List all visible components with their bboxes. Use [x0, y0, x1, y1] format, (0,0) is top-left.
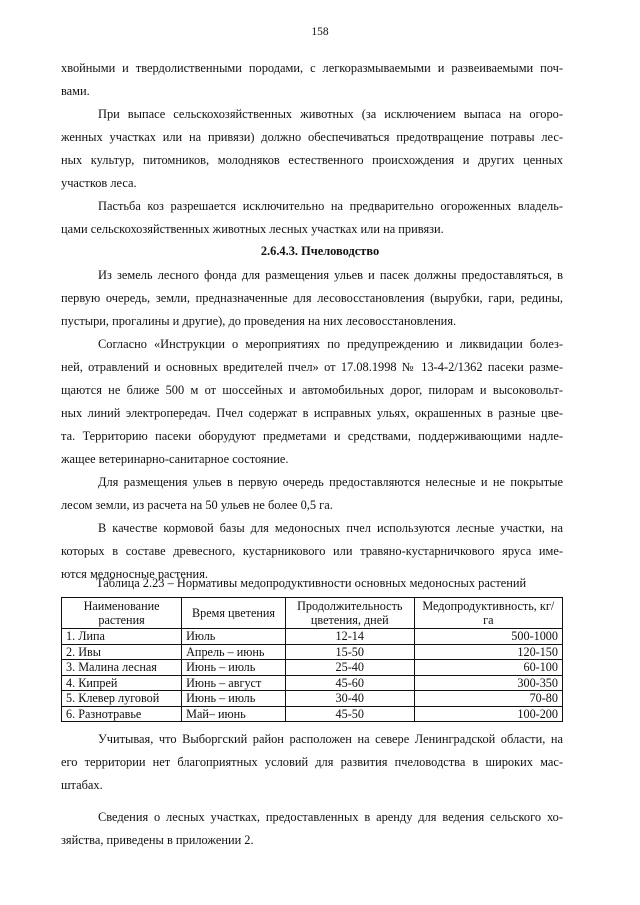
cell-bloom-time: Июнь – август	[182, 675, 286, 691]
text-line: Согласно «Инструкции о мероприятиях по предупреждению и ликвидации болез-	[98, 337, 563, 351]
column-header-productivity: Медопродуктивность, кг/га	[414, 598, 562, 629]
text-line: Учитывая, что Выборгский район расположен на севере Ленинградской области, на	[98, 732, 563, 746]
text-line: зяйства, приведены в приложении 2.	[61, 833, 254, 847]
cell-bloom-time: Май– июнь	[182, 706, 286, 722]
cell-productivity: 500-1000	[414, 629, 562, 645]
text-line: хвойными и твердолиственными породами, с легкоразмываемыми и развеиваемыми поч-	[61, 61, 563, 75]
text-line: участков леса.	[61, 176, 137, 190]
cell-bloom-duration: 45-50	[285, 706, 414, 722]
text-line: женных участках или на привязи) должно обеспечиваться предотвращение потравы лес-	[61, 130, 563, 144]
table-row	[62, 644, 563, 660]
cell-bloom-duration: 12-14	[285, 629, 414, 645]
text-line: Для размещения ульев в первую очередь предоставляются нелесные и не покрытые	[98, 475, 563, 489]
text-line: Из земель лесного фонда для размещения ульев и пасек должны предоставляться, в	[98, 268, 563, 282]
text-line: первую очередь, земли, предназначенные для лесовосстановления (вырубки, гари, редины,	[61, 291, 563, 305]
text-line: его территории нет благоприятных условий для развития пчеловодства в широких мас-	[61, 755, 563, 769]
cell-plant: 6. Разнотравье	[62, 706, 182, 722]
text-line: цами сельскохозяйственных животных лесных участках или на привязи.	[61, 222, 444, 236]
text-line: лесом земли, из расчета на 50 ульев не более 0,5 га.	[61, 498, 333, 512]
text-line: ются медоносные растения.	[61, 567, 208, 581]
text-line: которых в составе древесного, кустарникового или травяно-кустарничкового яруса име-	[61, 544, 563, 558]
cell-productivity: 100-200	[414, 706, 562, 722]
cell-bloom-duration: 30-40	[285, 691, 414, 707]
paragraph-continuation	[61, 57, 563, 103]
text-line: пустыри, прогалины и другие), до проведения на них лесовосстановления.	[61, 314, 457, 328]
text-line: вами.	[61, 84, 90, 98]
paragraph-vyborg	[61, 728, 563, 797]
text-line: При выпасе сельскохозяйственных животных (за исключением выпаса на огоро-	[98, 107, 563, 121]
text-section-beekeeping	[61, 264, 563, 586]
cell-plant: 4. Кипрей	[62, 675, 182, 691]
paragraph-instruction	[61, 333, 563, 471]
cell-plant: 3. Малина лесная	[62, 660, 182, 676]
table-row	[62, 660, 563, 676]
paragraph-placement	[61, 471, 563, 517]
section-heading: 2.6.4.3. Пчеловодство	[260, 244, 380, 258]
text-line: Пастьба коз разрешается исключительно на предварительно огороженных владель-	[98, 199, 563, 213]
cell-plant: 5. Клевер луговой	[62, 691, 182, 707]
cell-productivity: 60-100	[414, 660, 562, 676]
table-row	[62, 691, 563, 707]
text-line: ных линий электропередач. Пчел содержат в исправных ульях, окрашенных в разные цве-	[61, 406, 563, 420]
honey-productivity-table	[61, 597, 563, 722]
text-line: жащее ветеринарно-санитарное состояние.	[61, 452, 289, 466]
page-number: 158	[311, 26, 329, 38]
paragraph-grazing	[61, 103, 563, 195]
column-header-bloom-time: Время цветения	[182, 598, 286, 629]
column-header-plant: Наименование растения	[62, 598, 182, 629]
text-line: щаются не ближе 500 м от шоссейных и автомобильных дорог, пилорам и высоковольт-	[61, 383, 563, 397]
cell-plant: 2. Ивы	[62, 644, 182, 660]
cell-bloom-time: Апрель – июнь	[182, 644, 286, 660]
cell-bloom-time: Июнь – июль	[182, 660, 286, 676]
text-line: ней, отравлений и основных вредителей пчел» от 17.08.1998 № 13-4-2/1362 пасеки разме-	[61, 360, 563, 374]
text-line: В качестве кормовой базы для медоносных пчел используются лесные участки, на	[98, 521, 563, 535]
cell-productivity: 300-350	[414, 675, 562, 691]
paragraph-lands	[61, 264, 563, 333]
text-section-bottom	[61, 728, 563, 852]
table-header-row	[62, 598, 563, 629]
paragraph-goats	[61, 195, 563, 241]
paragraph-appendix	[61, 806, 563, 852]
text-line: штабах.	[61, 778, 103, 792]
text-line: Сведения о лесных участках, предоставленных в аренду для ведения сельского хо-	[98, 810, 563, 824]
text-line: та. Территорию пасеки оборудуют предметами и средствами, поддерживающими надле-	[61, 429, 563, 443]
table-caption: Таблица 2.23 – Нормативы медопродуктивности основных медоносных растений	[96, 576, 527, 590]
cell-plant: 1. Липа	[62, 629, 182, 645]
text-line: ных культур, питомников, молодняков естественного происхождения и других ценных	[61, 153, 563, 167]
text-section-top	[61, 57, 563, 241]
table-row	[62, 629, 563, 645]
cell-bloom-duration: 15-50	[285, 644, 414, 660]
table-row	[62, 675, 563, 691]
column-header-bloom-duration: Продолжительность цветения, дней	[285, 598, 414, 629]
cell-bloom-duration: 45-60	[285, 675, 414, 691]
cell-bloom-time: Июль	[182, 629, 286, 645]
cell-productivity: 120-150	[414, 644, 562, 660]
cell-bloom-time: Июнь – июль	[182, 691, 286, 707]
cell-productivity: 70-80	[414, 691, 562, 707]
cell-bloom-duration: 25-40	[285, 660, 414, 676]
table-row	[62, 706, 563, 722]
